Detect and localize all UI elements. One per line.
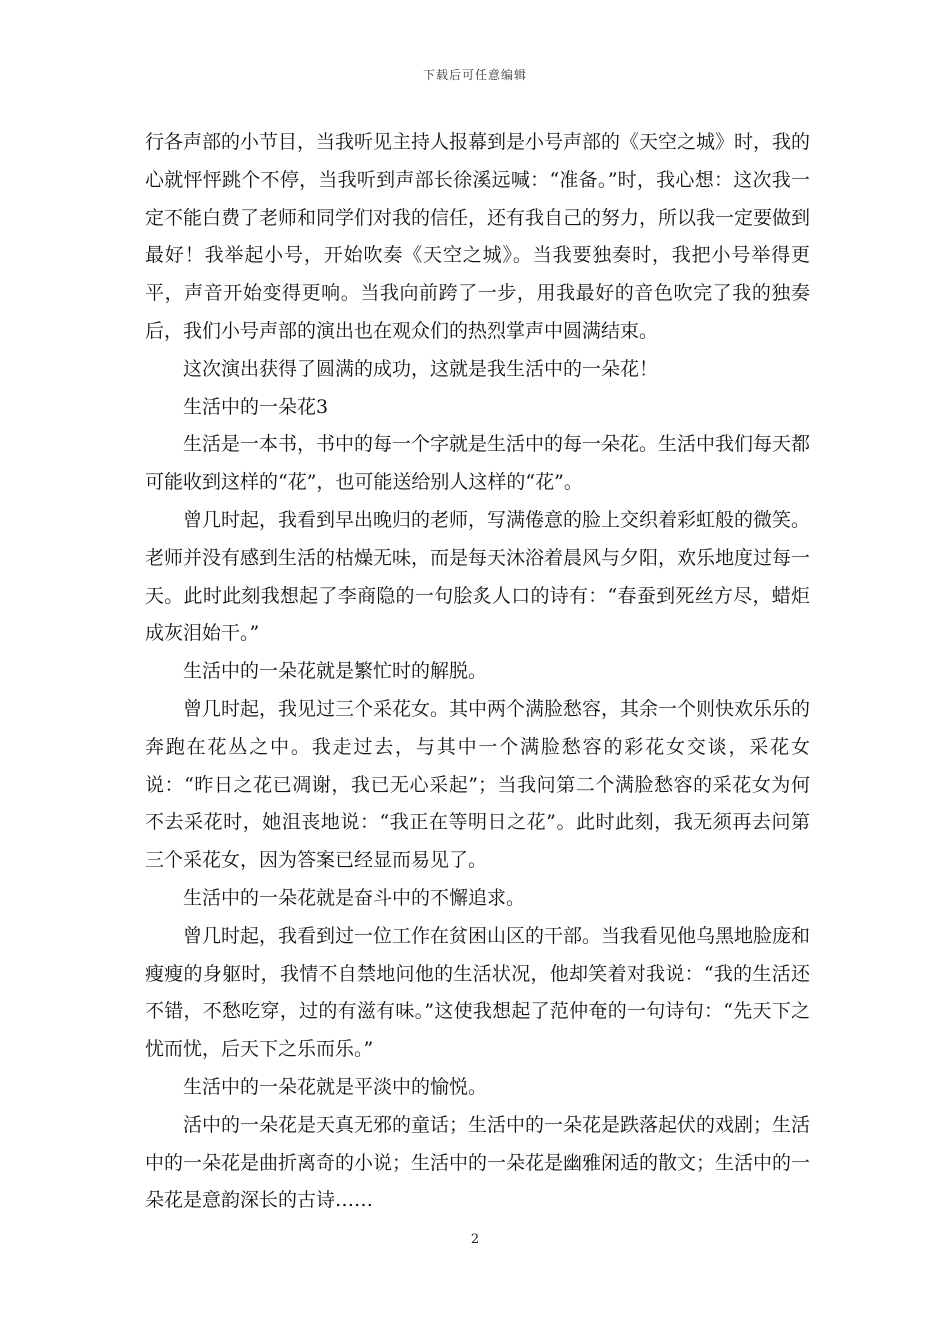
essay-title-3: 生活中的一朵花3 (183, 395, 329, 418)
document-body (145, 124, 810, 1220)
paragraph-performance-success: 这次演出获得了圆满的成功，这就是我生活中的一朵花！ (183, 357, 659, 380)
paragraph-summary-pursuit: 生活中的一朵花就是奋斗中的不懈追求。 (183, 886, 526, 909)
paragraph-mountain-official: 曾几时起，我看到过一位工作在贫困山区的干部。当我看见他乌黑地脸庞和瘦瘦的身躯时，我情不自禁地问他的生活状况，他却笑着对我说：“我的生活还不错，不愁吃穿，过的有滋有味。”这使我想起了范仲奄的一句诗句：“先天下之忧而忧，后天下之乐而乐。” (145, 924, 811, 1061)
paragraph-flower-girls: 曾几时起，我见过三个采花女。其中两个满脸愁容，其余一个则快欢乐乐的奔跑在花丛之中。我走过去，与其中一个满脸愁容的彩花女交谈，采花女说：“昨日之花已凋谢，我已无心采起”；当我问第二个满脸愁容的采花女为何不去采花时，她沮丧地说：“我正在等明日之花”。此时此刻，我无须再去问第三个采花女，因为答案已经显而易见了。 (145, 697, 811, 872)
paragraph-summary-joy: 生活中的一朵花就是平淡中的愉悦。 (183, 1075, 488, 1098)
page-number: 2 (470, 1232, 480, 1247)
page-header: 下载后可任意编辑 (422, 68, 527, 82)
paragraph-teacher: 曾几时起，我看到早出晚归的老师，写满倦意的脸上交织着彩虹般的微笑。老师并没有感到生活的枯燥无味，而是每天沐浴着晨风与夕阳，欢乐地度过每一天。此时此刻我想起了李商隐的一句脍炙人口的诗有：“春蚕到死丝方尽，蜡炬成灰泪始干。” (145, 508, 811, 645)
paragraph-continued-performance: 行各声部的小节目，当我听见主持人报幕到是小号声部的《天空之城》时，我的心就怦怦跳个不停，当我听到声部长徐溪远喊：“准备。”时，我心想：这次我一定不能白费了老师和同学们对我的信任，还有我自己的努力，所以我一定要做到最好！我举起小号，开始吹奏《天空之城》。当我要独奏时，我把小号举得更平，声音开始变得更响。当我向前跨了一步，用我最好的音色吹完了我的独奏后，我们小号声部的演出也在观众们的热烈掌声中圆满结束。 (145, 131, 811, 342)
paragraph-summary-relief: 生活中的一朵花就是繁忙时的解脱。 (183, 660, 488, 683)
paragraph-life-is-a-book: 生活是一本书，书中的每一个字就是生活中的每一朵花。生活中我们每天都可能收到这样的“花”，也可能送给别人这样的“花”。 (145, 433, 811, 494)
paragraph-conclusion: 活中的一朵花是天真无邪的童话；生活中的一朵花是跌落起伏的戏剧；生活中的一朵花是曲折离奇的小说；生活中的一朵花是幽雅闲适的散文；生活中的一朵花是意韵深长的古诗…… (145, 1113, 811, 1212)
